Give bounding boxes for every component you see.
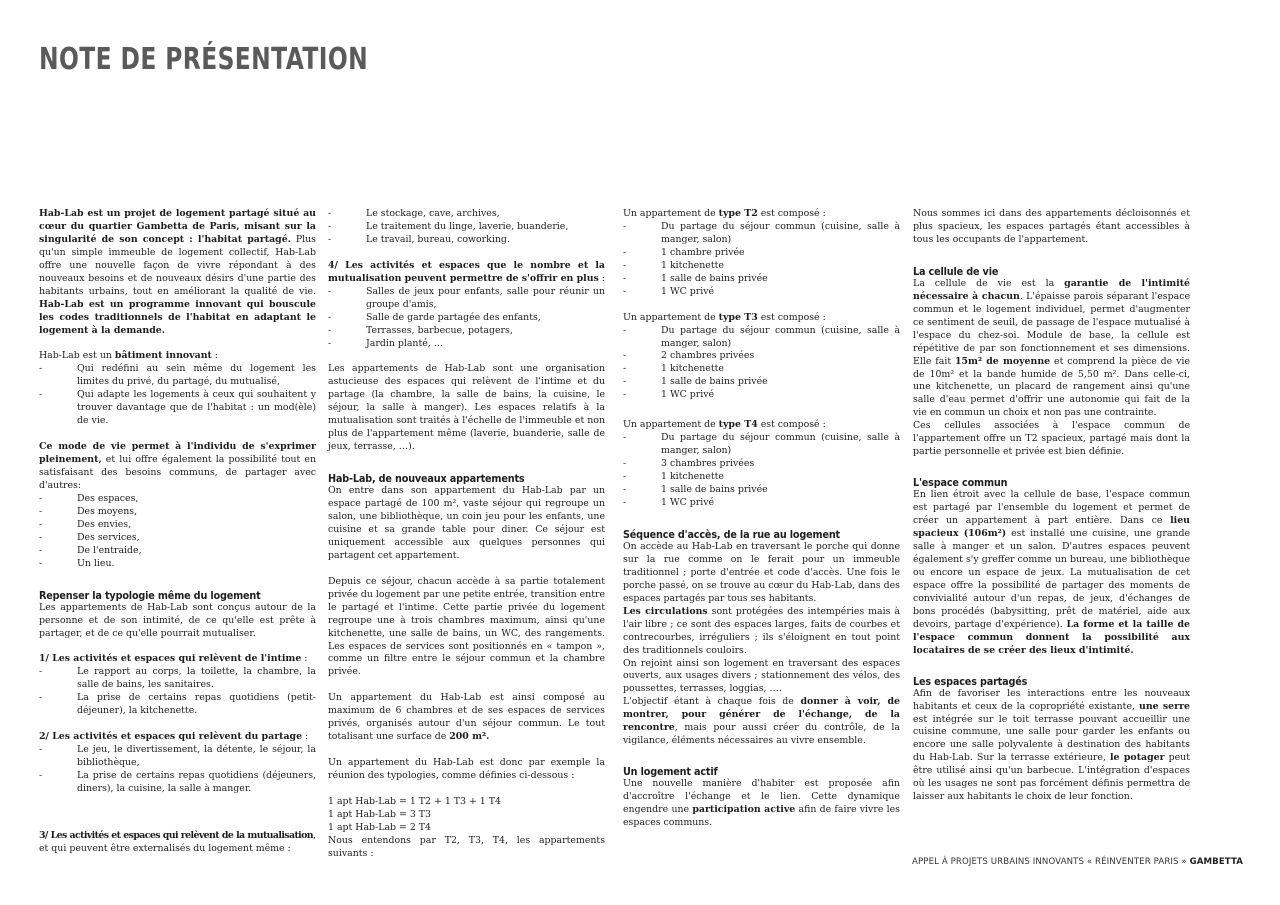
list-item-text: Le stockage, cave, archives, [366, 208, 500, 219]
list-item: - Salles de jeux pour enfants, salle pour réunir un groupe d'amis, [328, 285, 605, 310]
mode-list [39, 493, 316, 571]
actif-text: Une nouvelle manière d'habiter est proposée afin d'accroître l'échange et le lien. Cette dynamique engendre une [623, 778, 900, 816]
list-item-text: 1 salle de bains privée [661, 376, 768, 388]
innovant-lead [39, 350, 316, 363]
list-item: - Jardin planté, … [328, 338, 605, 351]
type-tail: est composé : [757, 311, 826, 323]
list-item-text: De l'entraide, [77, 544, 142, 556]
list-item: - Le jeu, le divertissement, la détente, le séjour, la bibliothèque, [39, 744, 316, 769]
list-item-text: 2 chambres privées [661, 350, 755, 362]
list-item-text: Du partage du séjour commun (cuisine, salle à manger, salon) [661, 324, 900, 349]
list-item-text: 1 WC privé [661, 389, 715, 401]
partages-text-3: peut être utilisé ainsi qu'un barbecue. L'intégration d'espaces où les usages ne sont pas forcément définis permettra de laisser aux habitants le choix de leur fonction. [913, 752, 1190, 803]
type-bold: type T3 [718, 311, 758, 323]
typologie-paragraph: Les appartements de Hab-Lab sont conçus autour de la personne et de son intimité, de ce qu'elle est prête à partager, et de ce qu'elle pourrait mutualiser. [39, 601, 316, 639]
nombre-heading-bold: 4/ Les activités et espaces que le nombre et la mutualisation peuvent permettre de s'offrir en plus [328, 259, 605, 284]
intro-bold-2: Hab-Lab est un programme innovant qui bouscule les codes traditionnels de l'habitat en adaptant le logement à la demande. [39, 298, 316, 336]
list-item: - Qui redéfini au sein même du logement les limites du privé, du partagé, du mutualisé, [39, 363, 316, 388]
innovant-tail: : [211, 350, 218, 362]
intime-heading [39, 653, 316, 666]
list-item: - 1 chambre privée [623, 247, 900, 260]
footer-brand: GAMBETTA [1189, 857, 1243, 867]
section-heading-typologie: Repenser la typologie même du logement [39, 588, 261, 602]
list-item-text: La prise de certains repas quotidiens (déjeuners, diners), la cuisine, la salle à manger. [77, 770, 316, 794]
list-item-text: 1 kitchenette [661, 471, 724, 483]
list-item-text: La prise de certains repas quotidiens (petit-déjeuner), la kitchenette. [77, 692, 316, 717]
apt-line: 1 apt Hab-Lab = 3 T3 [328, 808, 432, 820]
partage-heading [39, 731, 316, 744]
innovant-lead-text: Hab-Lab est un [39, 350, 115, 362]
partages-paragraph [913, 688, 1190, 805]
list-item: - La prise de certains repas quotidiens (petit-déjeuner), la kitchenette. [39, 692, 316, 717]
list-item-text: Salles de jeux pour enfants, salle pour réunir un groupe d'amis, [366, 285, 605, 310]
partages-bold: une serre [1139, 700, 1190, 712]
list-item: - 3 chambres privées [623, 458, 900, 471]
list-item-text: 1 chambre privée [661, 246, 745, 258]
list-item: - Du partage du séjour commun (cuisine, salle à manger, salon) [623, 220, 900, 245]
list-item: - Le stockage, cave, archives, [328, 208, 605, 221]
list-item: - Le traitement du linge, laverie, buanderie, [328, 221, 605, 234]
type-tail: est composé : [757, 208, 826, 219]
actif-text-2: afin de faire vivre les espaces communs. [623, 804, 900, 829]
innovant-bold: bâtiment innovant [114, 350, 212, 362]
list-item-text: Du partage du séjour commun (cuisine, salle à manger, salon) [661, 220, 900, 245]
list-item-text: Le traitement du linge, laverie, buanderie, [366, 220, 569, 232]
intro-bold: Hab-Lab est un projet de logement partagé situé au cœur du quartier Gambetta de Paris, misant sur la singularité de son concept : l'habitat partagé. [39, 208, 316, 245]
actif-paragraph [623, 778, 900, 830]
list-item: - De l'entraide, [39, 545, 316, 558]
cellule-text-3: et comprend la pièce de vie de 10m² et la bande humide de 5,50 m². Dans celle-ci, une kitchenette, un placard de rangement ainsi qu'une salle d'eau permet d'offrir une autonomie qui fait de la vie en commun un choix et non pas une contrainte. [913, 355, 1190, 419]
type-t4-lead [623, 419, 900, 432]
actif-bold: participation active [692, 804, 796, 816]
type-lead-text: Un appartement de [623, 419, 719, 431]
mode-text: et lui offre également la possibilité tout en satisfaisant des besoins communs, de partager avec d'autres: [39, 454, 316, 491]
objectif-bold: donner à voir, de montrer, pour générer de l'échange, de la rencontre [623, 696, 901, 734]
prive-paragraph: Depuis ce séjour, chacun accède à sa partie totalement privée du logement par une petite entrée, transition entre le partagé et l'intime. Cette partie privée du logement regroupe une à trois chambres maximum, ainsi qu'une kitchenette, une salle de bains, un WC, des rangements. Les espaces de services sont positionnés en « tampon », comme un filtre entre le séjour commun et la chambre privée. [328, 575, 605, 678]
list-item: - Du partage du séjour commun (cuisine, salle à manger, salon) [623, 432, 900, 457]
list-item-text: Terrasses, barbecue, potagers, [366, 324, 513, 336]
column-2 [328, 208, 605, 861]
section-heading-espaces-partages: Les espaces partagés [913, 674, 1028, 688]
list-item: - Terrasses, barbecue, potagers, [328, 325, 605, 338]
mode-paragraph [39, 441, 316, 493]
intime-heading-bold: 1/ Les activités et espaces qui relèvent de l'intime [39, 653, 302, 665]
partages-bold-2: le potager [1110, 752, 1165, 764]
commun-text: En lien étroit avec la cellule de base, l'espace commun est partagé par l'ensemble du logement et permet de créer un appartement à part entière. Dans ce [913, 489, 1190, 527]
list-item-text: Qui redéfini au sein même du logement les limites du privé, du partagé, du mutualisé, [77, 363, 316, 388]
type-lead-text: Un appartement de [623, 208, 719, 219]
mutualisation-heading-tail: , et qui peuvent être externalisés du logement même : [39, 829, 316, 854]
list-item: - Des services, [39, 532, 316, 545]
list-item-text: Des envies, [77, 518, 132, 530]
column-3 [623, 208, 900, 830]
list-item: - 1 WC privé [623, 389, 900, 402]
list-item-text: 1 WC privé [661, 285, 715, 297]
list-item: - Des envies, [39, 519, 316, 532]
list-item: - Des moyens, [39, 506, 316, 519]
type-t3-lead [623, 312, 900, 325]
compose-bold: 200 m². [449, 731, 490, 743]
nombre-heading-tail: : [598, 272, 605, 284]
list-item-text: 1 WC privé [661, 497, 715, 508]
commun-bold-2: La forme et la taille de l'espace commun donnent la possibilité aux locataires de se créer des lieux d'intimité. [913, 618, 1190, 656]
nouveaux-paragraph: On entre dans son appartement du Hab-Lab par un espace partagé de 100 m², vaste séjour qui regroupe un salon, une bibliothèque, un coin jeu pour les enfants, une cuisine et sa grande table pour diner. Ce séjour est uniquement accessible aux quelques personnes qui partagent cet appartement. [328, 485, 605, 561]
cellule-text: La cellule de vie est la [913, 277, 1065, 289]
rejoint-paragraph: On rejoint ainsi son logement en traversant des espaces ouverts, aux usages divers ; stationnement des vélos, des poussettes, terrasses, loggias, …. [623, 657, 900, 695]
list-item-text: Des services, [77, 531, 140, 543]
apt-line: 1 apt Hab-Lab = 2 T4 [328, 821, 432, 833]
list-item: - 1 kitchenette [623, 260, 900, 273]
mutualisation-heading-bold: 3/ Les activités et espaces qui relèvent de la mutualisation [39, 829, 314, 841]
commun-bold: lieu spacieux (106m²) [913, 515, 1190, 540]
list-item: - Salle de garde partagée des enfants, [328, 312, 605, 325]
type-bold: type T2 [718, 208, 758, 219]
objectif-text-2: , mais pour aussi créer du contrôle, de la vigilance, éléments nécessaires au vivre ensemble. [623, 722, 900, 747]
circulations-bold: Les circulations [623, 605, 708, 617]
list-item-text: 1 kitchenette [661, 363, 724, 375]
sequence-paragraph: On accède au Hab-Lab en traversant le porche qui donne sur la rue comme on le ferait pour un immeuble traditionnel ; porte d'entrée et code d'accès. Une fois le porche passé, on se trouve au cœur du Hab-Lab, dans des espaces partagés par tous ses habitants. [623, 540, 900, 604]
list-item-text: 1 kitchenette [661, 259, 724, 271]
section-heading-cellule: La cellule de vie [913, 264, 999, 278]
footer-text: APPEL À PROJETS URBAINS INNOVANTS « RÉINVENTER PARIS » [912, 857, 1190, 867]
compose-paragraph [328, 692, 605, 744]
section-heading-logement-actif: Un logement actif [623, 765, 718, 779]
section-heading-sequence: Séquence d'accès, de la rue au logement [623, 527, 841, 541]
section-heading-nouveaux-appartements: Hab-Lab, de nouveaux appartements [328, 472, 525, 486]
page-title: NOTE DE PRÉSENTATION [39, 42, 369, 77]
type-bold: type T4 [718, 419, 758, 431]
list-item: - Le rapport au corps, la toilette, la chambre, la salle de bains, les sanitaires. [39, 666, 316, 691]
list-item-text: Le travail, bureau, coworking. [366, 233, 510, 245]
list-item-text: Le jeu, le divertissement, la détente, le séjour, la bibliothèque, [77, 744, 316, 769]
list-item-text: Qui adapte les logements à ceux qui souhaitent y trouver davantage que de l'habitat : un mod(èle) de vie. [77, 389, 316, 427]
cellule-text-2: . L'épaisse parois séparant l'espace commun et le logement individuel, permet d'augmenter ce sentiment de seuil, de passage de l'espace mutualisé à l'espace du chez-soi. Module de base, la cellule est répétitive de par son fonctionnement et ses dimensions. Elle fait [913, 290, 1191, 367]
innovant-list [39, 363, 316, 428]
partages-text: Afin de favoriser les interactions entre les nouveaux habitants et ceux de la copropriété existante, [913, 687, 1190, 712]
list-item: - 1 salle de bains privée [623, 484, 900, 497]
list-item: - Qui adapte les logements à ceux qui souhaitent y trouver davantage que de l'habitat : un mod(èle) de vie. [39, 389, 316, 427]
intro-text: Plus qu'un simple immeuble de logement collectif, Hab-Lab offre une nouvelle façon de vivre répondant à des nouveaux besoins et de nouveaux désirs d'une partie des habitants urbains, tout en améliorant la qualité de vie. [39, 233, 316, 297]
type-tail: est composé : [757, 419, 826, 431]
list-item: - Des espaces, [39, 493, 316, 506]
list-item: - 1 kitchenette [623, 471, 900, 484]
intro-paragraph [39, 208, 316, 338]
list-item-text: 1 salle de bains privée [661, 272, 768, 284]
list-item: - Un lieu. [39, 558, 316, 571]
list-item-text: Le rapport au corps, la toilette, la chambre, la salle de bains, les sanitaires. [77, 666, 316, 691]
mutualisation-heading [39, 830, 316, 856]
cellules-associees-paragraph: Ces cellules associées à l'espace commun de l'appartement offre un T2 spacieux, partagé mais dont la partie personnelle et privée est bien définie. [913, 420, 1190, 458]
list-item-text: Jardin planté, … [366, 337, 444, 349]
column-1 [39, 208, 316, 856]
type-t2-lead [623, 208, 900, 221]
page-footer [912, 857, 1243, 867]
objectif-text: L'objectif étant à chaque fois de [623, 696, 801, 708]
commun-text-2: est installé une cuisine, une grande salle à manger et un salon. D'autres espaces peuvent également s'y greffer comme un bureau, une bibliothèque ou encore un espace de jeux. La mutualisation de cet espace offre la possibilité de partager des moments de convivialité autour d'un repas, de jeux, d'échanges de bons procédés (babysitting, prêt de matériel, aide aux devoirs, partage d'expérience). [913, 528, 1191, 630]
partage-heading-tail: : [302, 731, 309, 743]
circulations-paragraph [623, 606, 900, 658]
decloisonnes-paragraph: Nous sommes ici dans des appartements décloisonnés et plus spacieux, les espaces partagés étant accessibles à tous les occupants de l'appartement. [913, 208, 1190, 245]
list-item-text: 1 salle de bains privée [661, 484, 768, 496]
list-item-text: Des moyens, [77, 505, 138, 517]
list-item: - 1 kitchenette [623, 363, 900, 376]
entendons-line: Nous entendons par T2, T3, T4, les appartements suivants : [328, 834, 605, 859]
list-item: - 1 WC privé [623, 497, 900, 510]
circulations-text: sont protégées des intempéries mais à l'air libre ; ce sont des espaces larges, faits de courbes et contrecourbes, irréguliers ; ils s'éloignent en tout point des traditionnels couloirs. [623, 605, 900, 656]
apt-line: 1 apt Hab-Lab = 1 T2 + 1 T3 + 1 T4 [328, 795, 501, 807]
list-item: - 1 salle de bains privée [623, 376, 900, 389]
list-item-text: 3 chambres privées [661, 458, 755, 470]
list-item: - 1 salle de bains privée [623, 273, 900, 286]
mode-bold: Ce mode de vie permet à l'individu de s'exprimer pleinement, [39, 441, 316, 466]
list-item-text: Un lieu. [77, 557, 115, 569]
exemple-paragraph: Un appartement du Hab-Lab est donc par exemple la réunion des typologies, comme définies ci-dessous : [328, 757, 605, 781]
column-4 [913, 208, 1190, 804]
section-heading-espace-commun: L'espace commun [913, 476, 1008, 490]
partages-text-2: est intégrée sur le toit terrasse pouvant accueillir une cuisine commune, une salle pour garder les enfants ou encore une salle polyvalente à destination des habitants du Hab-Lab. Sur la terrasse extérieure, [913, 713, 1190, 764]
list-item: - 1 WC privé [623, 286, 900, 299]
appartements-paragraph: Les appartements de Hab-Lab sont une organisation astucieuse des espaces qui relèvent de l'intime et du partage (la chambre, la salle de bains, la cuisine, le séjour, la salle à manger). Les espaces relatifs à la mutualisation sont traités à l'échelle de l'immeuble et non plus de l'appartement même (laverie, buanderie, salle de jeux, terrasse, …). [328, 363, 605, 453]
compose-text: Un appartement du Hab-Lab est ainsi composé au maximum de 6 chambres et de ses espaces de services privés, organisés autour d'un séjour commun. Le tout totalisant une surface de [328, 692, 605, 743]
type-lead-text: Un appartement de [623, 311, 719, 323]
cellule-bold: garantie de l'intimité nécessaire à chacun [913, 277, 1191, 302]
nombre-heading [328, 260, 605, 286]
cellule-bold-2: 15m² de moyenne [955, 355, 1051, 367]
list-item-text: Des espaces, [77, 492, 139, 504]
partage-heading-bold: 2/ Les activités et espaces qui relèvent du partage [39, 731, 303, 743]
list-item-text: Du partage du séjour commun (cuisine, salle à manger, salon) [661, 432, 900, 457]
list-item: - Le travail, bureau, coworking. [328, 234, 605, 247]
list-item: - Du partage du séjour commun (cuisine, salle à manger, salon) [623, 324, 900, 349]
list-item: - 2 chambres privées [623, 350, 900, 363]
intime-heading-tail: : [301, 653, 308, 665]
list-item: - La prise de certains repas quotidiens (déjeuners, diners), la cuisine, la salle à manger. [39, 770, 316, 794]
cellule-paragraph [913, 278, 1190, 420]
commun-paragraph [913, 489, 1190, 657]
objectif-paragraph [623, 696, 900, 748]
list-item-text: Salle de garde partagée des enfants, [366, 311, 541, 323]
